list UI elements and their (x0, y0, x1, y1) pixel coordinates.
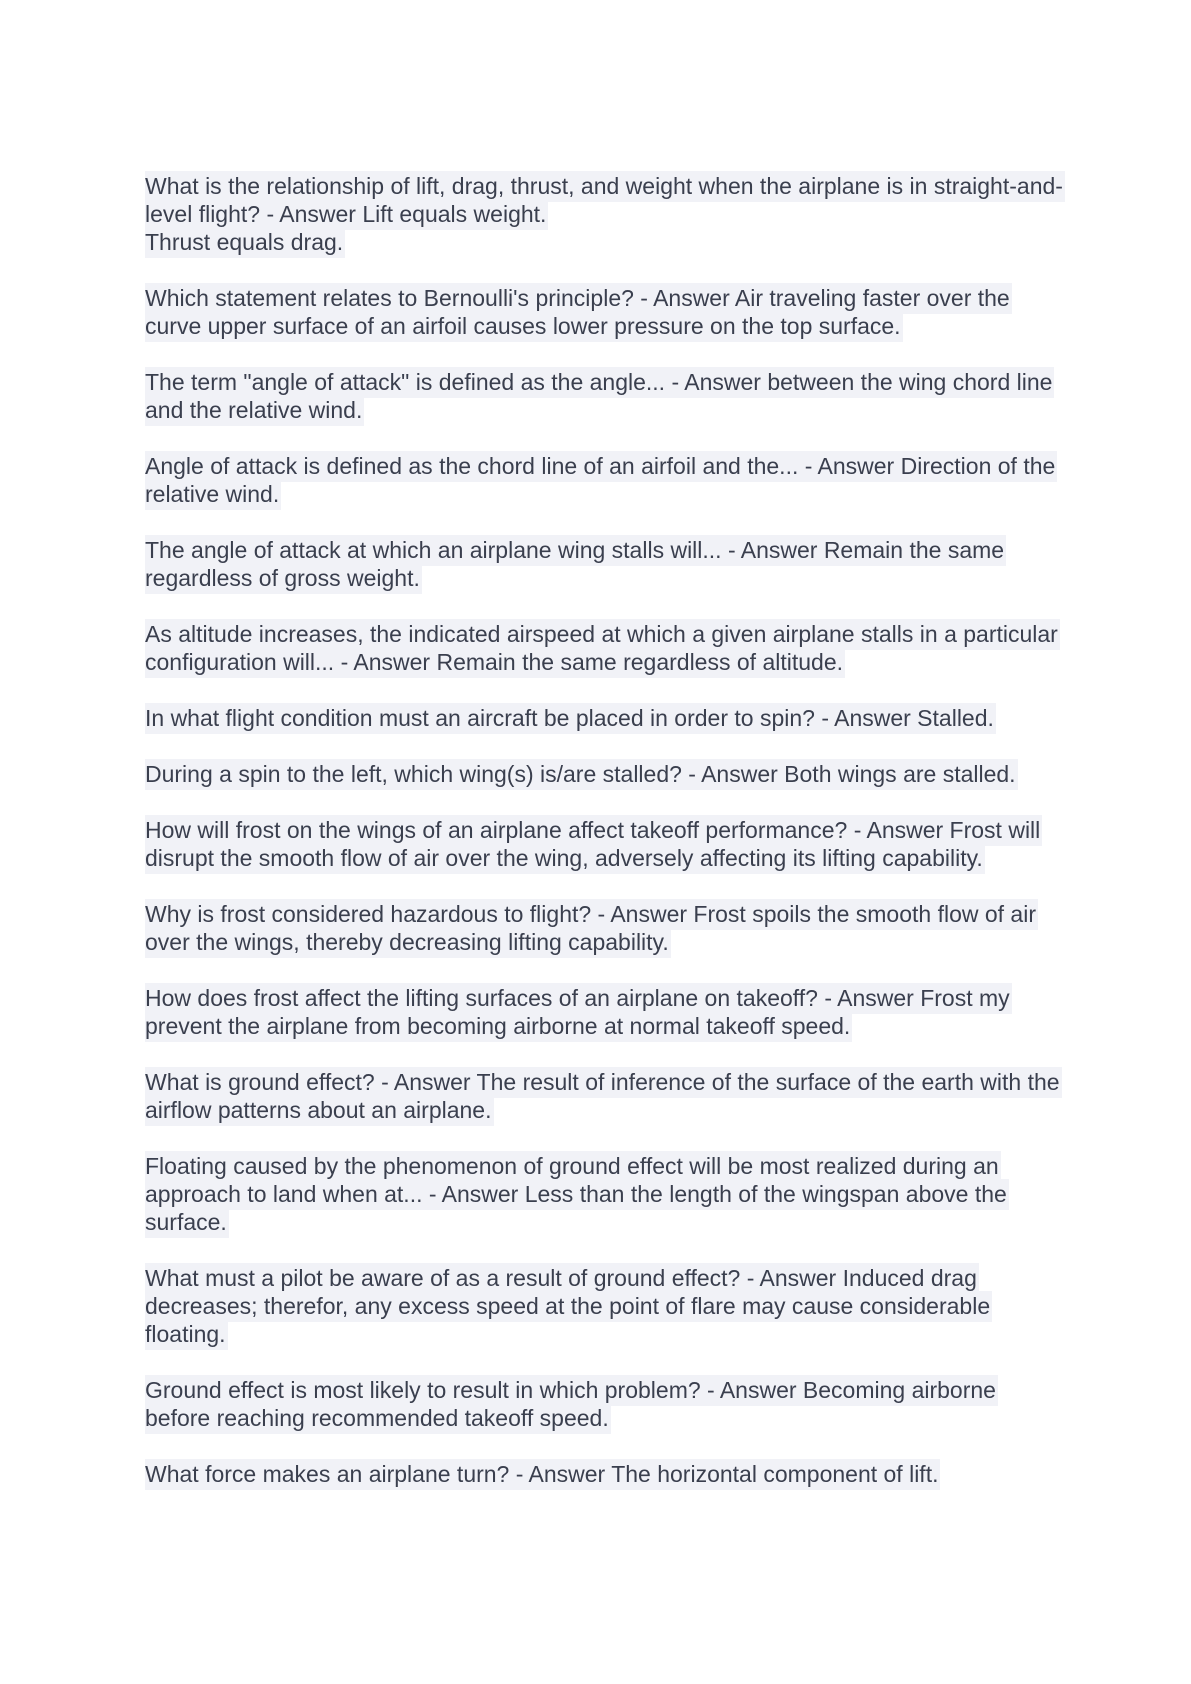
qa-text: What is ground effect? - Answer The result of inference of the surface of the earth with the airflow patterns about an airplane. (145, 1067, 1062, 1126)
qa-text: Which statement relates to Bernoulli's principle? - Answer Air traveling faster over the curve upper surface of an airfoil causes lower pressure on the top surface. (145, 283, 1012, 342)
qa-item-2 (145, 284, 1065, 340)
qa-text: The angle of attack at which an airplane wing stalls will... - Answer Remain the same regardless of gross weight. (145, 535, 1006, 594)
qa-text: In what flight condition must an aircraft be placed in order to spin? - Answer Stalled. (145, 703, 996, 734)
qa-item-14 (145, 1264, 1065, 1348)
qa-item-11 (145, 984, 1065, 1040)
qa-item-15 (145, 1376, 1065, 1432)
qa-text: How does frost affect the lifting surfaces of an airplane on takeoff? - Answer Frost my prevent the airplane from becoming airborne at normal takeoff speed. (145, 983, 1012, 1042)
qa-item-9 (145, 816, 1065, 872)
qa-item-7 (145, 704, 1065, 732)
qa-text: Angle of attack is defined as the chord line of an airfoil and the... - Answer Direction of the relative wind. (145, 451, 1057, 510)
document-page (145, 172, 1065, 1516)
qa-text: During a spin to the left, which wing(s) is/are stalled? - Answer Both wings are stalled. (145, 759, 1018, 790)
qa-item-13 (145, 1152, 1065, 1236)
qa-text: How will frost on the wings of an airplane affect takeoff performance? - Answer Frost will disrupt the smooth flow of air over the wing, adversely affecting its lifting capability. (145, 815, 1042, 874)
qa-item-1 (145, 172, 1065, 256)
qa-text: Floating caused by the phenomenon of ground effect will be most realized during an approach to land when at... - Answer Less than the length of the wingspan above the surface. (145, 1151, 1009, 1238)
qa-item-12 (145, 1068, 1065, 1124)
qa-text: What must a pilot be aware of as a result of ground effect? - Answer Induced drag decreases; therefor, any excess speed at the point of flare may cause considerable floating. (145, 1263, 992, 1350)
qa-item-16 (145, 1460, 1065, 1488)
qa-item-6 (145, 620, 1065, 676)
qa-item-5 (145, 536, 1065, 592)
qa-text: Ground effect is most likely to result in which problem? - Answer Becoming airborne before reaching recommended takeoff speed. (145, 1375, 998, 1434)
qa-text: What force makes an airplane turn? - Answer The horizontal component of lift. (145, 1459, 940, 1490)
qa-text: What is the relationship of lift, drag, thrust, and weight when the airplane is in straight-and-level flight? - Answer Lift equals weight. Thrust equals drag. (145, 171, 1065, 258)
qa-item-3 (145, 368, 1065, 424)
qa-text: Why is frost considered hazardous to flight? - Answer Frost spoils the smooth flow of air over the wings, thereby decreasing lifting capability. (145, 899, 1038, 958)
qa-text: The term "angle of attack" is defined as the angle... - Answer between the wing chord line and the relative wind. (145, 367, 1054, 426)
qa-item-10 (145, 900, 1065, 956)
qa-text: As altitude increases, the indicated airspeed at which a given airplane stalls in a particular configuration will... - Answer Remain the same regardless of altitude. (145, 619, 1060, 678)
qa-item-4 (145, 452, 1065, 508)
qa-item-8 (145, 760, 1065, 788)
